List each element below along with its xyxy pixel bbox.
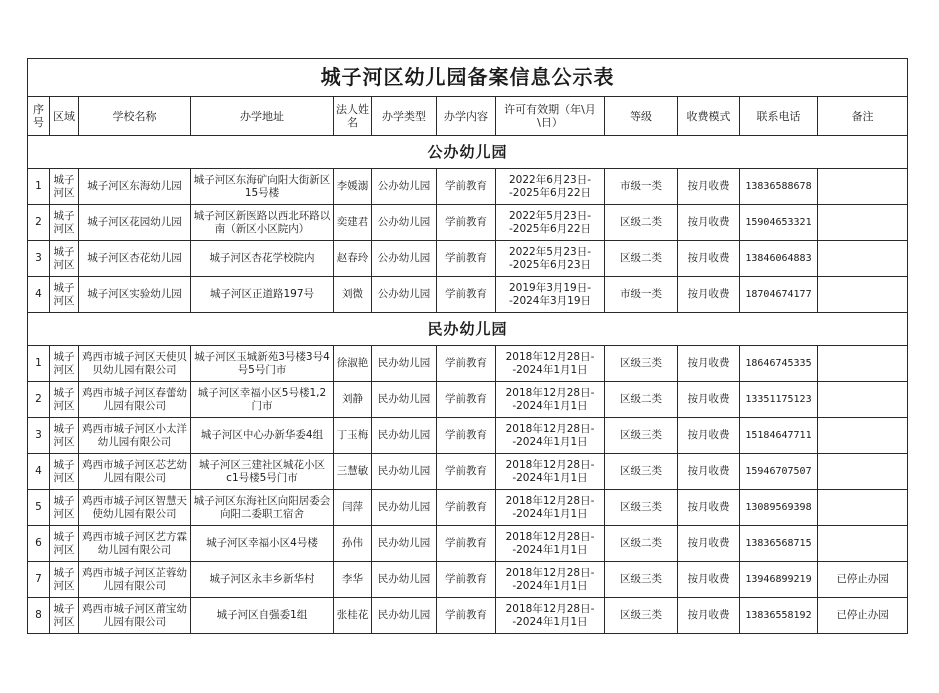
cell-seq: 6 bbox=[28, 526, 50, 562]
table-row bbox=[28, 169, 908, 205]
cell-address: 城子河区正道路197号 bbox=[191, 277, 334, 313]
header-address: 办学地址 bbox=[191, 97, 334, 136]
cell-legal: 李媛溺 bbox=[334, 169, 372, 205]
cell-validity: 2019年3月19日--2024年3月19日 bbox=[496, 277, 605, 313]
cell-name: 鸡西市城子河区春蕾幼儿园有限公司 bbox=[79, 382, 191, 418]
cell-remark bbox=[818, 205, 908, 241]
cell-phone: 15946707507 bbox=[740, 454, 818, 490]
cell-grade: 区级三类 bbox=[605, 418, 678, 454]
cell-validity: 2018年12月28日--2024年1月1日 bbox=[496, 526, 605, 562]
cell-name: 城子河区杏花幼儿园 bbox=[79, 241, 191, 277]
cell-type: 公办幼儿园 bbox=[372, 277, 437, 313]
cell-type: 公办幼儿园 bbox=[372, 241, 437, 277]
cell-remark bbox=[818, 490, 908, 526]
cell-content: 学前教育 bbox=[437, 277, 496, 313]
cell-grade: 区级三类 bbox=[605, 346, 678, 382]
cell-address: 城子河区幸福小区5号楼1,2门市 bbox=[191, 382, 334, 418]
table-row bbox=[28, 562, 908, 598]
header-type: 办学类型 bbox=[372, 97, 437, 136]
cell-phone: 13836558192 bbox=[740, 598, 818, 634]
page-title: 城子河区幼儿园备案信息公示表 bbox=[28, 59, 908, 97]
cell-type: 民办幼儿园 bbox=[372, 526, 437, 562]
table-row bbox=[28, 346, 908, 382]
cell-seq: 7 bbox=[28, 562, 50, 598]
cell-type: 民办幼儿园 bbox=[372, 382, 437, 418]
cell-grade: 区级二类 bbox=[605, 241, 678, 277]
cell-content: 学前教育 bbox=[437, 598, 496, 634]
cell-type: 民办幼儿园 bbox=[372, 490, 437, 526]
cell-region: 城子河区 bbox=[50, 277, 79, 313]
section-row bbox=[28, 313, 908, 346]
cell-fee: 按月收费 bbox=[678, 205, 740, 241]
cell-name: 鸡西市城子河区智慧天使幼儿园有限公司 bbox=[79, 490, 191, 526]
table-row bbox=[28, 277, 908, 313]
cell-name: 鸡西市城子河区艺方霖幼儿园有限公司 bbox=[79, 526, 191, 562]
cell-address: 城子河区新医路以西北环路以南（新区小区院内） bbox=[191, 205, 334, 241]
cell-validity: 2022年6月23日--2025年6月22日 bbox=[496, 169, 605, 205]
cell-content: 学前教育 bbox=[437, 562, 496, 598]
header-name: 学校名称 bbox=[79, 97, 191, 136]
cell-phone: 13846064883 bbox=[740, 241, 818, 277]
cell-name: 城子河区东海幼儿园 bbox=[79, 169, 191, 205]
table-row bbox=[28, 454, 908, 490]
cell-type: 公办幼儿园 bbox=[372, 169, 437, 205]
cell-fee: 按月收费 bbox=[678, 382, 740, 418]
cell-content: 学前教育 bbox=[437, 526, 496, 562]
cell-region: 城子河区 bbox=[50, 490, 79, 526]
cell-seq: 4 bbox=[28, 277, 50, 313]
cell-address: 城子河区幸福小区4号楼 bbox=[191, 526, 334, 562]
cell-seq: 4 bbox=[28, 454, 50, 490]
cell-fee: 按月收费 bbox=[678, 562, 740, 598]
cell-grade: 区级二类 bbox=[605, 205, 678, 241]
header-validity: 许可有效期（年\月\日） bbox=[496, 97, 605, 136]
cell-fee: 按月收费 bbox=[678, 526, 740, 562]
cell-fee: 按月收费 bbox=[678, 490, 740, 526]
cell-remark bbox=[818, 346, 908, 382]
cell-content: 学前教育 bbox=[437, 169, 496, 205]
cell-legal: 李华 bbox=[334, 562, 372, 598]
table-row bbox=[28, 241, 908, 277]
cell-name: 鸡西市城子河区芷蓉幼儿园有限公司 bbox=[79, 562, 191, 598]
cell-type: 民办幼儿园 bbox=[372, 346, 437, 382]
header-remark: 备注 bbox=[818, 97, 908, 136]
table-row bbox=[28, 490, 908, 526]
table-row bbox=[28, 205, 908, 241]
cell-region: 城子河区 bbox=[50, 526, 79, 562]
cell-phone: 13089569398 bbox=[740, 490, 818, 526]
cell-remark bbox=[818, 241, 908, 277]
cell-region: 城子河区 bbox=[50, 598, 79, 634]
cell-name: 城子河区花园幼儿园 bbox=[79, 205, 191, 241]
cell-address: 城子河区自强委1组 bbox=[191, 598, 334, 634]
cell-fee: 按月收费 bbox=[678, 277, 740, 313]
header-seq: 序号 bbox=[28, 97, 50, 136]
cell-seq: 5 bbox=[28, 490, 50, 526]
cell-region: 城子河区 bbox=[50, 562, 79, 598]
cell-fee: 按月收费 bbox=[678, 454, 740, 490]
cell-seq: 1 bbox=[28, 346, 50, 382]
cell-fee: 按月收费 bbox=[678, 346, 740, 382]
cell-validity: 2018年12月28日--2024年1月1日 bbox=[496, 454, 605, 490]
cell-grade: 市级一类 bbox=[605, 169, 678, 205]
header-content: 办学内容 bbox=[437, 97, 496, 136]
cell-content: 学前教育 bbox=[437, 418, 496, 454]
cell-validity: 2018年12月28日--2024年1月1日 bbox=[496, 346, 605, 382]
cell-phone: 18646745335 bbox=[740, 346, 818, 382]
cell-type: 民办幼儿园 bbox=[372, 562, 437, 598]
header-fee: 收费模式 bbox=[678, 97, 740, 136]
cell-content: 学前教育 bbox=[437, 382, 496, 418]
cell-remark bbox=[818, 418, 908, 454]
cell-validity: 2018年12月28日--2024年1月1日 bbox=[496, 490, 605, 526]
table-row bbox=[28, 598, 908, 634]
cell-validity: 2022年5月23日--2025年6月22日 bbox=[496, 205, 605, 241]
cell-seq: 2 bbox=[28, 205, 50, 241]
cell-legal: 三慧敏 bbox=[334, 454, 372, 490]
cell-grade: 市级一类 bbox=[605, 277, 678, 313]
cell-remark bbox=[818, 382, 908, 418]
header-region: 区域 bbox=[50, 97, 79, 136]
cell-legal: 赵春玲 bbox=[334, 241, 372, 277]
table-body bbox=[28, 136, 908, 634]
cell-name: 城子河区实验幼儿园 bbox=[79, 277, 191, 313]
cell-grade: 区级三类 bbox=[605, 598, 678, 634]
registry-table bbox=[27, 58, 908, 634]
cell-phone: 13836568715 bbox=[740, 526, 818, 562]
cell-content: 学前教育 bbox=[437, 454, 496, 490]
header-phone: 联系电话 bbox=[740, 97, 818, 136]
cell-phone: 13351175123 bbox=[740, 382, 818, 418]
cell-phone: 18704674177 bbox=[740, 277, 818, 313]
cell-validity: 2022年5月23日--2025年6月23日 bbox=[496, 241, 605, 277]
cell-name: 鸡西市城子河区芯艺幼儿园有限公司 bbox=[79, 454, 191, 490]
header-row bbox=[28, 97, 908, 136]
cell-remark: 已停止办园 bbox=[818, 562, 908, 598]
cell-name: 鸡西市城子河区莆宝幼儿园有限公司 bbox=[79, 598, 191, 634]
cell-seq: 3 bbox=[28, 418, 50, 454]
cell-address: 城子河区玉城新苑3号楼3号4号5号门市 bbox=[191, 346, 334, 382]
cell-validity: 2018年12月28日--2024年1月1日 bbox=[496, 418, 605, 454]
cell-region: 城子河区 bbox=[50, 241, 79, 277]
cell-region: 城子河区 bbox=[50, 169, 79, 205]
cell-grade: 区级二类 bbox=[605, 382, 678, 418]
cell-legal: 丁玉梅 bbox=[334, 418, 372, 454]
cell-phone: 13836588678 bbox=[740, 169, 818, 205]
table-row bbox=[28, 418, 908, 454]
cell-fee: 按月收费 bbox=[678, 418, 740, 454]
cell-address: 城子河区三建社区城花小区c1号楼5号门市 bbox=[191, 454, 334, 490]
cell-validity: 2018年12月28日--2024年1月1日 bbox=[496, 598, 605, 634]
cell-content: 学前教育 bbox=[437, 205, 496, 241]
cell-validity: 2018年12月28日--2024年1月1日 bbox=[496, 382, 605, 418]
cell-legal: 奕建君 bbox=[334, 205, 372, 241]
cell-content: 学前教育 bbox=[437, 346, 496, 382]
cell-validity: 2018年12月28日--2024年1月1日 bbox=[496, 562, 605, 598]
cell-phone: 15184647711 bbox=[740, 418, 818, 454]
cell-region: 城子河区 bbox=[50, 454, 79, 490]
cell-region: 城子河区 bbox=[50, 205, 79, 241]
cell-content: 学前教育 bbox=[437, 490, 496, 526]
cell-legal: 徐淑艳 bbox=[334, 346, 372, 382]
cell-grade: 区级三类 bbox=[605, 562, 678, 598]
cell-name: 鸡西市城子河区小太洋幼儿园有限公司 bbox=[79, 418, 191, 454]
cell-fee: 按月收费 bbox=[678, 169, 740, 205]
cell-grade: 区级三类 bbox=[605, 490, 678, 526]
cell-legal: 孙伟 bbox=[334, 526, 372, 562]
section-row bbox=[28, 136, 908, 169]
cell-type: 民办幼儿园 bbox=[372, 598, 437, 634]
cell-remark bbox=[818, 526, 908, 562]
cell-address: 城子河区东海社区向阳居委会向阳二委职工宿舍 bbox=[191, 490, 334, 526]
cell-region: 城子河区 bbox=[50, 418, 79, 454]
cell-remark bbox=[818, 277, 908, 313]
cell-type: 公办幼儿园 bbox=[372, 205, 437, 241]
registry-sheet bbox=[27, 58, 907, 634]
cell-region: 城子河区 bbox=[50, 382, 79, 418]
cell-grade: 区级三类 bbox=[605, 454, 678, 490]
cell-remark bbox=[818, 454, 908, 490]
cell-remark: 已停止办园 bbox=[818, 598, 908, 634]
cell-type: 民办幼儿园 bbox=[372, 454, 437, 490]
cell-phone: 15904653321 bbox=[740, 205, 818, 241]
table-row bbox=[28, 526, 908, 562]
cell-address: 城子河区杏花学校院内 bbox=[191, 241, 334, 277]
cell-address: 城子河区东海矿向阳大街新区15号楼 bbox=[191, 169, 334, 205]
cell-name: 鸡西市城子河区天使贝贝幼儿园有限公司 bbox=[79, 346, 191, 382]
cell-legal: 闫萍 bbox=[334, 490, 372, 526]
cell-legal: 张桂花 bbox=[334, 598, 372, 634]
cell-address: 城子河区永丰乡新华村 bbox=[191, 562, 334, 598]
cell-seq: 1 bbox=[28, 169, 50, 205]
cell-address: 城子河区中心办新华委4组 bbox=[191, 418, 334, 454]
cell-region: 城子河区 bbox=[50, 346, 79, 382]
cell-type: 民办幼儿园 bbox=[372, 418, 437, 454]
cell-grade: 区级二类 bbox=[605, 526, 678, 562]
header-grade: 等级 bbox=[605, 97, 678, 136]
cell-seq: 3 bbox=[28, 241, 50, 277]
cell-remark bbox=[818, 169, 908, 205]
section-heading: 公办幼儿园 bbox=[28, 136, 908, 169]
cell-seq: 8 bbox=[28, 598, 50, 634]
cell-fee: 按月收费 bbox=[678, 598, 740, 634]
cell-legal: 刘静 bbox=[334, 382, 372, 418]
table-row bbox=[28, 382, 908, 418]
cell-seq: 2 bbox=[28, 382, 50, 418]
section-heading: 民办幼儿园 bbox=[28, 313, 908, 346]
cell-legal: 刘微 bbox=[334, 277, 372, 313]
cell-phone: 13946899219 bbox=[740, 562, 818, 598]
cell-fee: 按月收费 bbox=[678, 241, 740, 277]
cell-content: 学前教育 bbox=[437, 241, 496, 277]
header-legal: 法人姓名 bbox=[334, 97, 372, 136]
